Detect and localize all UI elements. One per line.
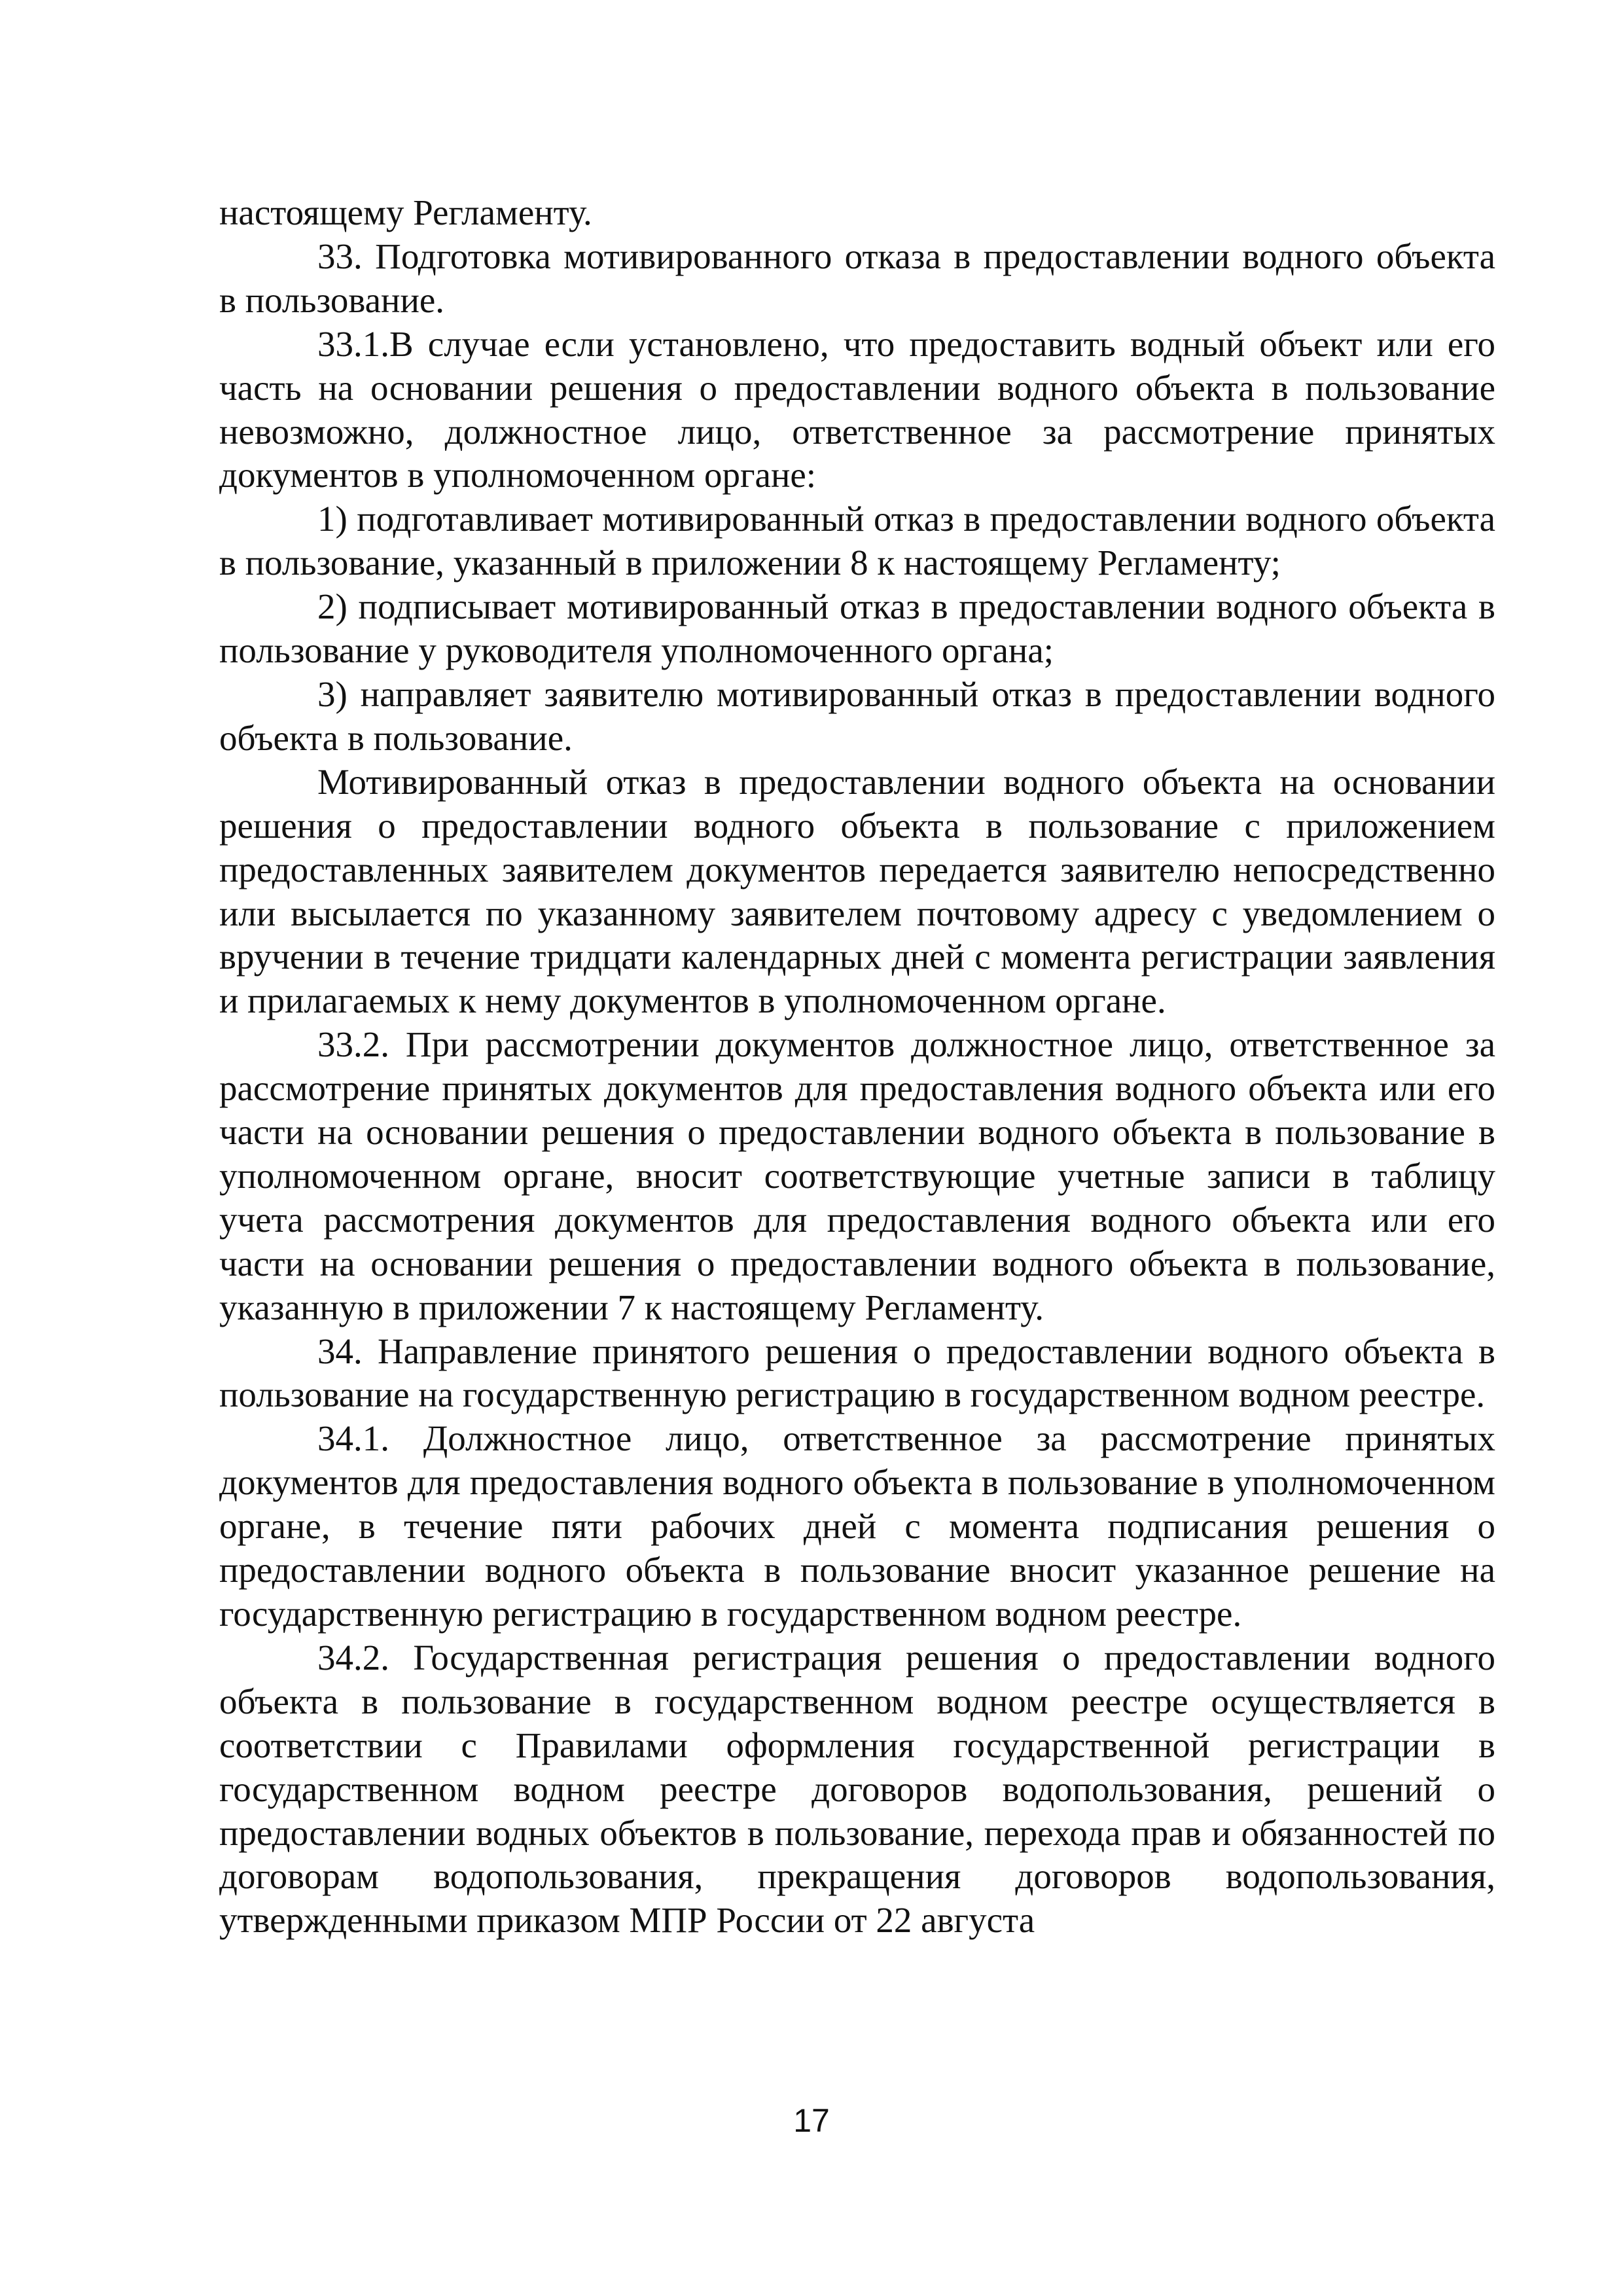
list-item-3: 3) направляет заявителю мотивированный отказ в предоставлении водного объекта в пользование. — [219, 673, 1495, 758]
paragraph-34: 34. Направление принятого решения о предоставлении водного объекта в пользование на государственную регистрацию в государственном водном реестре. — [219, 1331, 1495, 1415]
paragraph-33-1: 33.1.В случае если установлено, что предоставить водный объект или его часть на основании решения о предоставлении водного объекта в пользование невозможно, должностное лицо, ответственное за рассмотрение принятых документов в уполномоченном органе: — [219, 323, 1495, 495]
list-item-2: 2) подписывает мотивированный отказ в предоставлении водного объекта в пользование у руководителя уполномоченного органа; — [219, 586, 1495, 671]
paragraph-33: 33. Подготовка мотивированного отказа в предоставлении водного объекта в пользование. — [219, 236, 1495, 320]
page-number: 17 — [793, 2102, 830, 2139]
paragraph-continuation: настоящему Регламенту. — [219, 192, 592, 232]
list-item-1: 1) подготавливает мотивированный отказ в предоставлении водного объекта в пользование, указанный в приложении 8 к настоящему Регламенту; — [219, 499, 1495, 583]
document-page — [219, 191, 1495, 2142]
paragraph-refusal-delivery: Мотивированный отказ в предоставлении водного объекта на основании решения о предоставлении водного объекта в пользование с приложением предоставленных заявителем документов передается заявителю непосредственно или высылается по указанному заявителем почтовому адресу с уведомлением о вручении в течение тридцати календарных дней с момента регистрации заявления и прилагаемых к нему документов в уполномоченном органе. — [219, 761, 1495, 1021]
paragraph-33-2: 33.2. При рассмотрении документов должностное лицо, ответственное за рассмотрение принятых документов для предоставления водного объекта или его части на основании решения о предоставлении водного объекта в пользование в уполномоченном органе, вносит соответствующие учетные записи в таблицу учета рассмотрения документов для предоставления водного объекта или его части на основании решения о предоставлении водного объекта в пользование, указанную в приложении 7 к настоящему Регламенту. — [219, 1024, 1495, 1327]
paragraph-34-2: 34.2. Государственная регистрация решения о предоставлении водного объекта в пользование в государственном водном реестре осуществляется в соответствии с Правилами оформления государственной регистрации в государственном водном реестре договоров водопользования, решений о предоставлении водных объектов в пользование, перехода прав и обязанностей по договорам водопользования, прекращения договоров водопользования, утвержденными приказом МПР России от 22 августа — [219, 1637, 1495, 1941]
paragraph-34-1: 34.1. Должностное лицо, ответственное за рассмотрение принятых документов для предоставления водного объекта в пользование в уполномоченном органе, в течение пяти рабочих дней с момента подписания решения о предоставлении водного объекта в пользование вносит указанное решение на государственную регистрацию в государственном водном реестре. — [219, 1418, 1495, 1634]
